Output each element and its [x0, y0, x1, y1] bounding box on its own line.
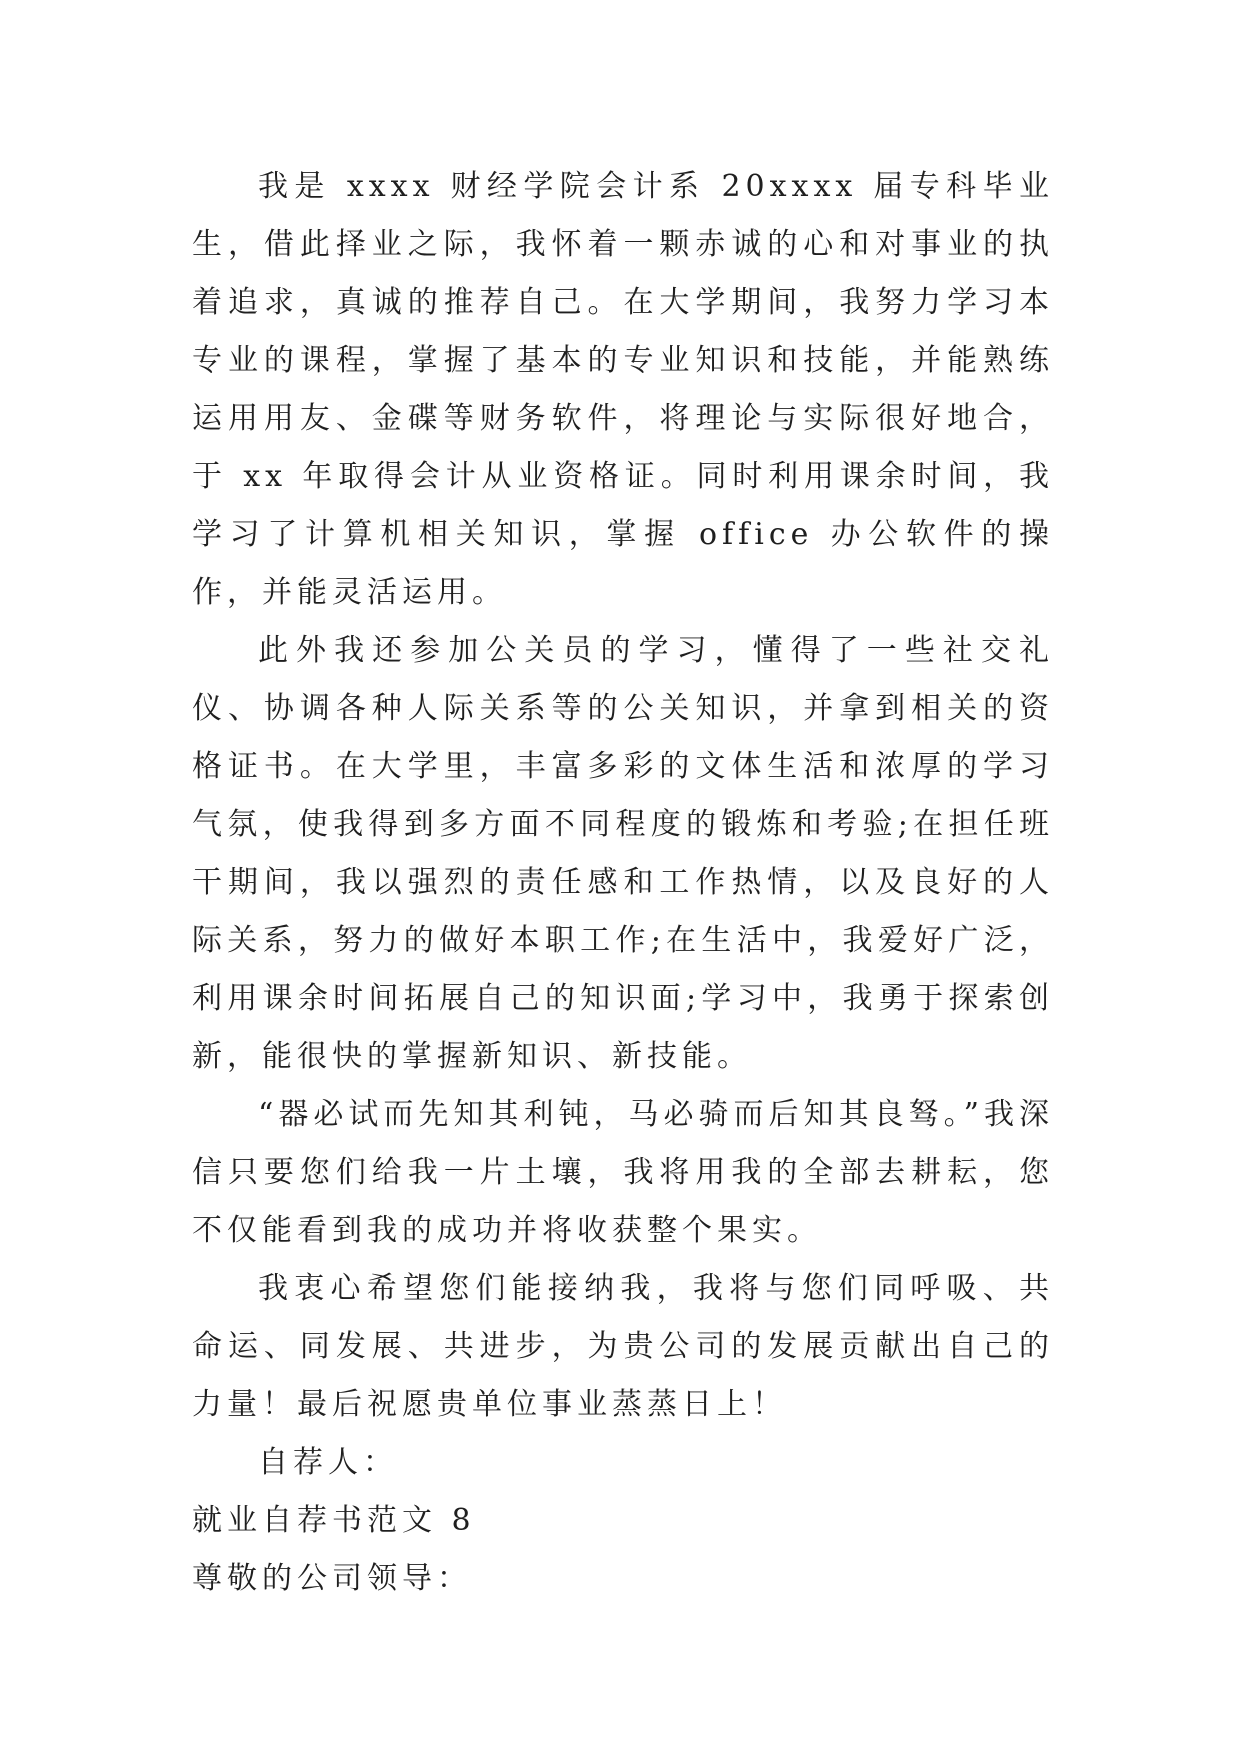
- intro-paragraph: 我是 xxxx 财经学院会计系 20xxxx 届专科毕业生，借此择业之际，我怀着一颗赤诚的心和对事业的执着追求，真诚的推荐自己。在大学期间，我努力学习本专业的课程，掌握了基本的专业知识和技能，并能熟练运用用友、金碟等财务软件，将理论与实际很好地合，于 xx 年取得会计从业资格证。同时利用课余时间，我学习了计算机相关知识，掌握 office 办公软件的操作，并能灵活运用。: [192, 169, 1054, 610]
- closing-paragraph: 我衷心希望您们能接纳我，我将与您们同呼吸、共命运、同发展、共进步，为贵公司的发展贡献出自己的力量！最后祝愿贵单位事业蒸蒸日上！: [192, 1271, 1054, 1422]
- quote-paragraph: “器必试而先知其利钝，马必骑而后知其良驽。”我深信只要您们给我一片土壤，我将用我的全部去耕耘，您不仅能看到我的成功并将收获整个果实。: [192, 1097, 1054, 1248]
- experience-paragraph: 此外我还参加公关员的学习，懂得了一些社交礼仪、协调各种人际关系等的公关知识，并拿到相关的资格证书。在大学里，丰富多彩的文体生活和浓厚的学习气氛，使我得到多方面不同程度的锻炼和考验;在担任班干期间，我以强烈的责任感和工作热情，以及良好的人际关系，努力的做好本职工作;在生活中，我爱好广泛，利用课余时间拓展自己的知识面;学习中，我勇于探索创新，能很快的掌握新知识、新技能。: [192, 633, 1054, 1074]
- section-title: 就业自荐书范文 8: [192, 1503, 476, 1538]
- salutation: 尊敬的公司领导：: [192, 1561, 472, 1596]
- document-body: [192, 158, 1054, 1608]
- signature-label: 自荐人：: [258, 1445, 398, 1480]
